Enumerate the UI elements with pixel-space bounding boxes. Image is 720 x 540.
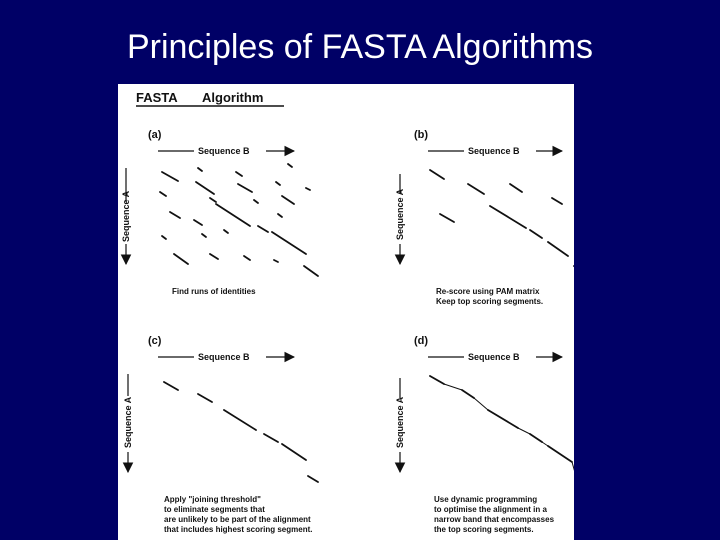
segment	[272, 232, 306, 254]
panel-c-caption-line: are unlikely to be part of the alignment	[164, 515, 311, 524]
alignment-connector	[572, 462, 574, 476]
panel-d-label: (d)	[414, 335, 429, 347]
segment	[174, 254, 188, 264]
segment	[304, 266, 318, 276]
panel-c-caption-line: that includes highest scoring segment.	[164, 525, 313, 534]
panel-d-seq-a-label: Sequence A	[395, 396, 405, 448]
segment	[264, 434, 278, 442]
segment	[198, 394, 212, 402]
segment	[430, 376, 444, 384]
panel-d-caption-line: narrow band that encompasses	[434, 515, 555, 524]
figure-heading-fasta: FASTA	[136, 90, 178, 105]
segment	[162, 236, 166, 239]
segment	[548, 446, 572, 462]
alignment-connector	[542, 442, 548, 446]
panel-b-seq-b-label: Sequence B	[468, 146, 520, 156]
panel-c-label: (c)	[148, 335, 162, 347]
segment	[468, 184, 484, 194]
segment	[210, 254, 218, 259]
segment	[194, 220, 202, 225]
panel-a-seq-a-label: Sequence A	[121, 190, 131, 242]
segment	[282, 196, 294, 204]
segment	[198, 168, 202, 171]
alignment-connector	[518, 428, 530, 434]
panel-b-label: (b)	[414, 129, 429, 141]
segment	[196, 182, 214, 194]
segment	[440, 214, 454, 222]
segment	[530, 434, 542, 442]
panel-a-seq-b-label: Sequence B	[198, 146, 250, 156]
segment	[552, 198, 562, 204]
segment	[224, 410, 256, 430]
segment	[274, 260, 278, 262]
segment	[160, 192, 166, 196]
alignment-connector	[474, 398, 488, 410]
segment	[216, 204, 250, 226]
segment	[288, 164, 292, 167]
panel-d-seq-b-label: Sequence B	[468, 352, 520, 362]
fasta-figure	[118, 84, 574, 540]
panel-a-segments	[160, 164, 318, 276]
panel-b-seq-a-label: Sequence A	[395, 188, 405, 240]
segment	[490, 206, 526, 228]
segment	[462, 390, 474, 398]
segment	[202, 234, 206, 237]
segment	[548, 242, 568, 256]
segment	[254, 200, 258, 203]
segment	[488, 410, 518, 428]
segment	[224, 230, 228, 233]
panel-a-label: (a)	[148, 129, 162, 141]
segment	[238, 184, 252, 192]
segment	[170, 212, 180, 218]
segment	[210, 198, 216, 202]
panel-a-caption-line: Find runs of identities	[172, 287, 256, 296]
alignment-connector	[444, 384, 462, 390]
figure-heading-algorithm: Algorithm	[202, 90, 264, 105]
segment	[258, 226, 268, 232]
segment	[236, 172, 242, 176]
segment	[306, 188, 310, 190]
segment	[510, 184, 522, 192]
panel-c	[123, 335, 318, 534]
panel-b-caption-line: Keep top scoring segments.	[436, 297, 544, 306]
segment	[282, 444, 306, 460]
panel-b-caption-line: Re-score using PAM matrix	[436, 287, 540, 296]
panel-a	[121, 129, 318, 296]
panel-b-segments	[430, 170, 574, 274]
segment	[164, 382, 178, 390]
segment	[162, 172, 178, 181]
segment	[530, 230, 542, 238]
slide-title: Principles of FASTA Algorithms	[126, 28, 594, 66]
panel-c-seq-b-label: Sequence B	[198, 352, 250, 362]
panel-d-caption-line: the top scoring segments.	[434, 525, 534, 534]
panel-d	[395, 335, 574, 534]
segment	[308, 476, 318, 482]
panel-c-segments	[164, 382, 318, 482]
panel-b	[395, 129, 574, 306]
panel-c-seq-a-label: Sequence A	[123, 396, 133, 448]
panel-d-segments	[430, 376, 574, 482]
panel-d-caption-line: to optimise the alignment in a	[434, 505, 547, 514]
segment	[278, 214, 282, 217]
fasta-diagram	[118, 84, 574, 540]
panel-c-caption-line: to eliminate segments that	[164, 505, 265, 514]
panel-d-dp-path	[444, 384, 574, 476]
segment	[244, 256, 250, 260]
panel-c-caption-line: Apply "joining threshold"	[164, 495, 261, 504]
panel-d-caption-line: Use dynamic programming	[434, 495, 538, 504]
segment	[430, 170, 444, 179]
segment	[276, 182, 280, 185]
